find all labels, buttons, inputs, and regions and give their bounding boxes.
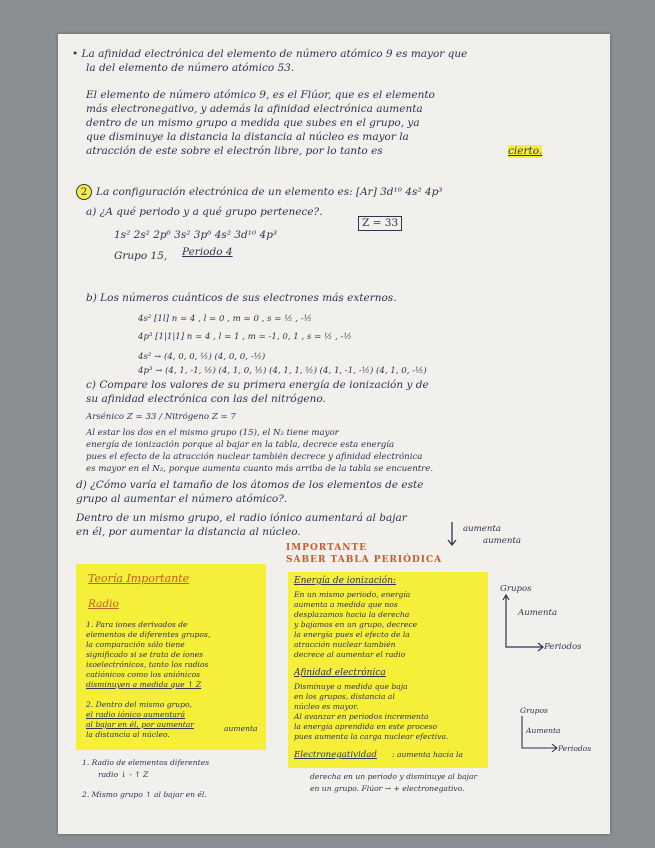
ionization-line: atracción nuclear también	[294, 640, 396, 649]
q2c-elements: Arsénico Z = 33 / Nitrógeno Z = 7	[86, 412, 236, 422]
note-p2-line: 2. Dentro del mismo grupo,	[86, 700, 192, 709]
a1-line-4: que disminuye la distancia la distancia al núcleo es mayor la	[86, 131, 409, 143]
diagram2-periods: Periodos	[558, 744, 592, 753]
axis-arrow-icon	[514, 714, 560, 754]
note-p1-line: significado si se trata de iones	[86, 650, 203, 659]
summary-line-3: 2. Mismo grupo ↑ al bajar en él.	[82, 790, 207, 799]
note-subtitle: Radio	[88, 598, 119, 610]
q2d-answer-2: en él, por aumentar la distancia al núcleo.	[76, 526, 301, 538]
q2b-4p: 4p³ [1|1|1] n = 4 , l = 1 , m = -1, 0, 1 , s = ½ , -½	[138, 332, 352, 342]
note-p1-line: catiónicos como los aniónicos	[86, 670, 201, 679]
q2b-4s: 4s² [1l] n = 4 , l = 0 , m = 0 , s = ½ , -½	[138, 314, 312, 324]
q2d-line-1: d) ¿Cómo varía el tamaño de los átomos de los elementos de este	[76, 479, 424, 491]
q2b-question: b) Los números cuánticos de sus electrones más externos.	[86, 292, 397, 304]
notebook-page	[58, 34, 610, 834]
question-number: 2	[76, 184, 92, 200]
q2d-line-2: grupo al aumentar el número atómico?.	[76, 493, 288, 505]
q2c-line-1: c) Compare los valores de su primera energía de ionización y de	[86, 379, 429, 391]
q2a-question: a) ¿A qué periodo y a qué grupo pertenece?.	[86, 206, 323, 218]
q2-header	[76, 184, 443, 200]
q1-line-1: • La afinidad electrónica del elemento de número atómico 9 es mayor que	[72, 48, 468, 60]
electronegativity-line-0: : aumenta hacia la	[392, 750, 463, 759]
diagram1-periods: Periodos	[544, 642, 582, 652]
q2a-group: Grupo 15,	[114, 250, 168, 262]
q1-line-2: la del elemento de número atómico 53.	[86, 62, 295, 74]
ionization-line: y bajamos en un grupo, decrece	[294, 620, 418, 629]
electronegativity-title: Electronegatividad	[294, 750, 377, 760]
q2c-answer-1: Al estar los dos en el mismo grupo (15), el N₂ tiene mayor	[86, 428, 339, 438]
q2c-answer-3: pues el efecto de la atracción nuclear también decrece y afinidad electrónica	[86, 452, 423, 462]
electronegativity-line-1: derecha en un periodo y disminuye al bajar	[310, 772, 478, 781]
affinity-line: Disminuye a medida que baja	[294, 682, 408, 691]
electronegativity-line-2: en un grupo. Flúor → + electronegativo.	[310, 784, 465, 793]
affinity-line: núcleo es mayor.	[294, 702, 359, 711]
note-p1-line: isoelectrónicos, tanto los radios	[86, 660, 209, 669]
affinity-line: en los grupos, distancia al	[294, 692, 395, 701]
q2d-answer-1: Dentro de un mismo grupo, el radio iónico aumentará al bajar	[76, 512, 407, 524]
diagram2-increase: Aumenta	[526, 726, 561, 735]
note-p2-line: al bajar en él, por aumentar	[86, 720, 194, 729]
a1-line-3: dentro de un mismo grupo a medida que subes en el grupo, ya	[86, 117, 420, 129]
note-p1-line: la comparación sólo tiene	[86, 640, 185, 649]
ionization-line: aumenta a medida que nos	[294, 600, 398, 609]
q2d-side-1: aumenta	[463, 524, 502, 534]
summary-line-2: radio ↓ - ↑ Z	[98, 770, 149, 779]
diagram1-increase: Aumenta	[518, 608, 558, 618]
note-p1-line: disminuyen a medida que ↑ Z	[86, 680, 202, 689]
q2a-config: 1s² 2s² 2p⁶ 3s² 3p⁶ 4s² 3d¹⁰ 4p³	[114, 229, 278, 241]
q2b-4s-set: 4s² → (4, 0, 0, ½) (4, 0, 0, -½)	[138, 352, 266, 362]
q2c-line-2: su afinidad electrónica con las del nitrógeno.	[86, 393, 326, 405]
ionization-line: decrece al aumentar el radio	[294, 650, 406, 659]
note-p1-line: 1. Para iones derivados de	[86, 620, 188, 629]
summary-line-1: 1. Radio de elementos diferentes	[82, 758, 210, 767]
affinity-line: la energía aprendida en este proceso	[294, 722, 438, 731]
important-label-2: SABER TABLA PERIÓDICA	[286, 555, 443, 565]
ionization-title: Energía de ionización:	[294, 576, 397, 586]
important-label-1: IMPORTANTE	[286, 543, 368, 553]
yellow-note-left	[76, 564, 266, 750]
q2c-answer-4: es mayor en el N₂, porque aumenta cuanto más arriba de la tabla se encuentre.	[86, 464, 434, 474]
q2-statement: La configuración electrónica de un elemento es: [Ar] 3d¹⁰ 4s² 4p³	[96, 186, 443, 198]
affinity-line: Al avanzar en periodos incrementa	[294, 712, 429, 721]
affinity-line: pues aumenta la carga nuclear efectiva.	[294, 732, 449, 741]
affinity-title: Afinidad electrónica	[294, 668, 386, 678]
diagram2-groups: Grupos	[520, 706, 548, 715]
q2c-answer-2: energía de ionización porque al bajar en la tabla, decrece esta energía	[86, 440, 395, 450]
atomic-number-box: Z = 33	[358, 216, 402, 231]
note-p2-line: el radio iónico aumentará	[86, 710, 186, 719]
q2d-side-2: aumenta	[483, 536, 522, 546]
a1-line-1: El elemento de número atómico 9, es el Flúor, que es el elemento	[86, 89, 435, 101]
ionization-line: desplazamos hacia la derecha	[294, 610, 410, 619]
yellow-note-right	[288, 572, 488, 768]
axis-arrow-icon	[498, 594, 548, 654]
down-arrow-icon	[444, 520, 474, 550]
note-p2-line: la distancia al núcleo.	[86, 730, 170, 739]
ionization-line: la energía pues el efecto de la	[294, 630, 410, 639]
a1-line-5: atracción de este sobre el electrón libre, por lo tanto es	[86, 145, 383, 157]
q2a-period: Periodo 4	[182, 246, 233, 258]
note-title: Teoría Importante	[88, 572, 190, 585]
diagram1-groups: Grupos	[500, 584, 532, 594]
note-p1-line: elementos de diferentes grupos,	[86, 630, 211, 639]
a1-answer: cierto.	[508, 145, 543, 157]
a1-line-2: más electronegativo, y además la afinidad electrónica aumenta	[86, 103, 423, 115]
note-side-label: aumenta	[224, 724, 258, 733]
ionization-line: En un mismo periodo, energía	[294, 590, 411, 599]
q2b-4p-set: 4p³ → (4, 1, -1, ½) (4, 1, 0, ½) (4, 1, 1, ½) (4, 1, -1, -½) (4, 1, 0, -½)	[138, 366, 427, 376]
